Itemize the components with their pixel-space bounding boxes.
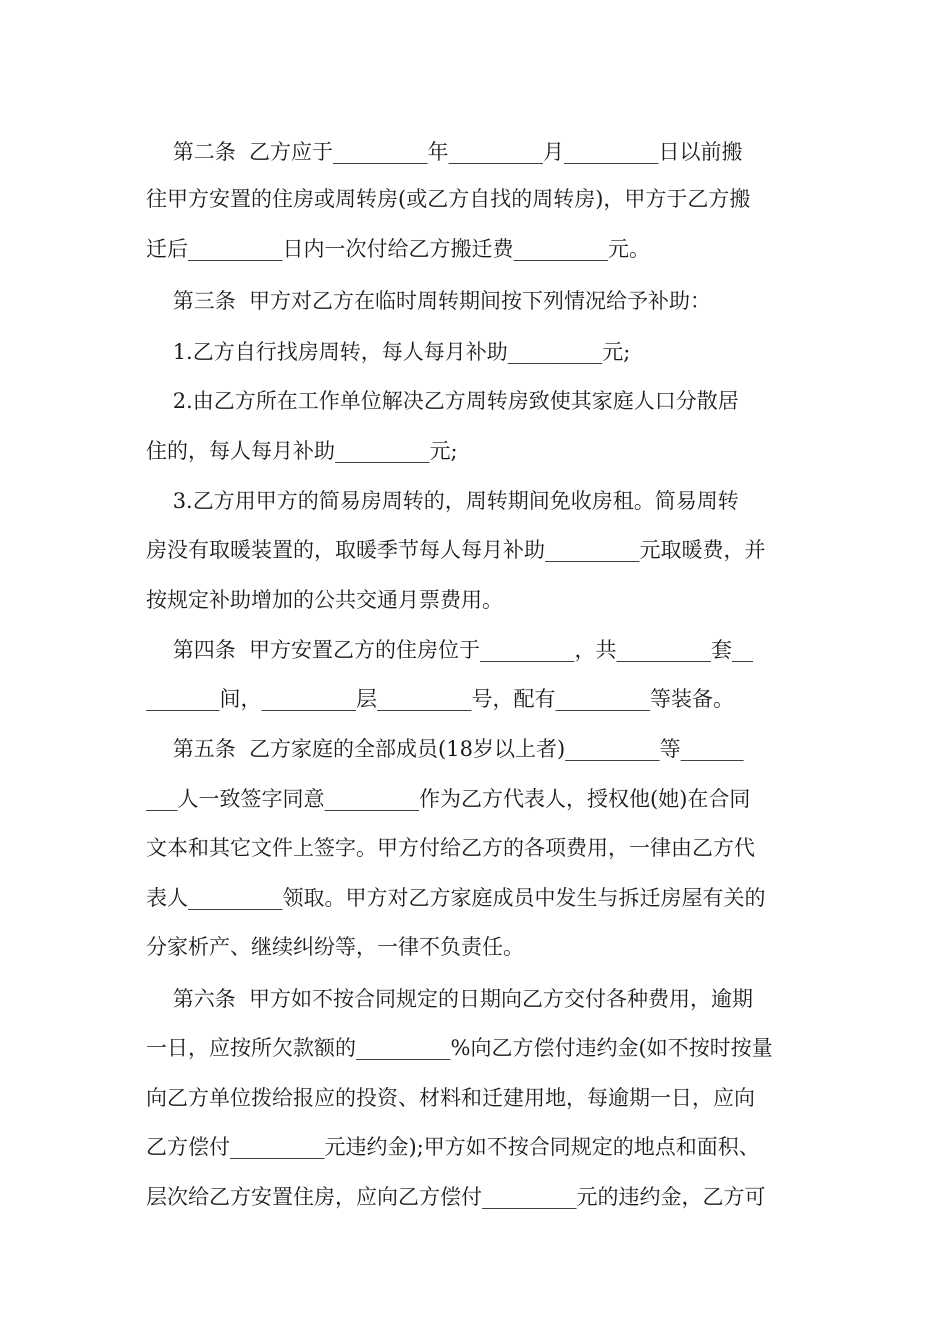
text-line: 迁后_________日内一次付给乙方搬迁费_________元。 [146,237,650,261]
text-line: 文本和其它文件上签字。甲方付给乙方的各项费用，一律由乙方代 [146,836,755,860]
text-line: 3.乙方用甲方的简易房周转的，周转期间免收房租。简易周转 [146,489,739,513]
text-line: 分家析产、继续纠纷等，一律不负责任。 [146,935,524,959]
text-line: 按规定补助增加的公共交通月票费用。 [146,588,503,612]
text-line: 1.乙方自行找房周转，每人每月补助_________元; [146,340,631,364]
text-line: 向乙方单位拨给报应的投资、材料和迁建用地，每逾期一日，应向 [146,1086,755,1110]
text-line: 第二条 乙方应于_________年_________月_________日以前搬 [146,140,743,164]
text-line: 往甲方安置的住房或周转房(或乙方自找的周转房)，甲方于乙方搬 [146,187,751,211]
text-line: 房没有取暖装置的，取暖季节每人每月补助_________元取暖费，并 [146,538,766,562]
text-line: 表人_________领取。甲方对乙方家庭成员中发生与拆迁房屋有关的 [146,886,766,910]
text-line: 一日，应按所欠款额的_________%向乙方偿付违约金(如不按时按量 [146,1036,773,1060]
text-line: _______间，_________层_________号，配有_________等装备。 [146,687,734,711]
text-line: 第三条 甲方对乙方在临时周转期间按下列情况给予补助： [146,289,712,313]
text-line: 住的，每人每月补助_________元; [146,439,458,463]
text-line: 第六条 甲方如不按合同规定的日期向乙方交付各种费用，逾期 [146,987,754,1011]
text-line: 第四条 甲方安置乙方的住房位于_________，共_________套__ [146,638,754,662]
text-line: 2.由乙方所在工作单位解决乙方周转房致使其家庭人口分散居 [146,389,739,413]
text-line: 乙方偿付_________元违约金);甲方如不按合同规定的地点和面积、 [146,1135,760,1159]
text-line: 层次给乙方安置住房，应向乙方偿付_________元的违约金，乙方可 [146,1185,766,1209]
text-line: ___人一致签字同意_________作为乙方代表人，授权他(她)在合同 [146,787,751,811]
text-line: 第五条 乙方家庭的全部成员(18岁以上者)_________等______ [146,737,744,761]
